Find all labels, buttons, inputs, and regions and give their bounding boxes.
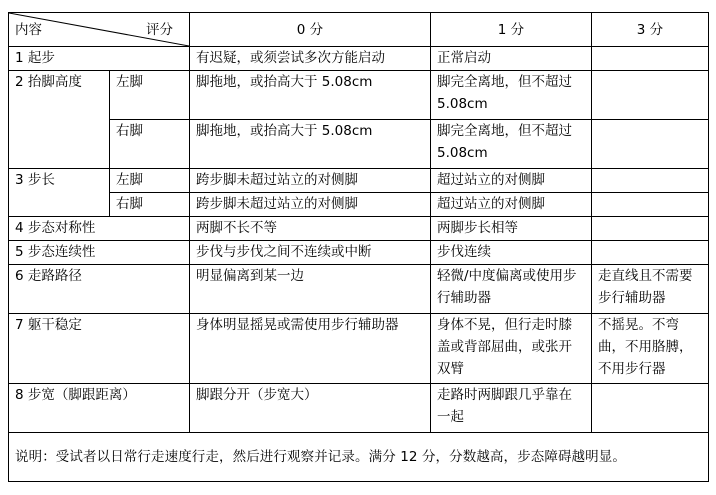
- sub-label-left: 左脚: [110, 169, 190, 193]
- score-0-cell: 有迟疑，或须尝试多次方能启动: [190, 47, 431, 71]
- header-score-1: 1 分: [431, 13, 592, 47]
- item-label: 8 步宽（脚跟距离）: [9, 384, 190, 433]
- item-label: 2 抬脚高度: [9, 71, 110, 169]
- score-0-cell: 身体明显摇晃或需使用步行辅助器: [190, 314, 431, 384]
- header-score-3: 3 分: [592, 13, 709, 47]
- score-1-cell: 脚完全离地，但不超过 5.08cm: [431, 71, 592, 120]
- table-row: [9, 120, 709, 169]
- table-row: [9, 47, 709, 71]
- table-row: [9, 314, 709, 384]
- item-label: 4 步态对称性: [9, 217, 190, 241]
- sub-label-right: 右脚: [110, 120, 190, 169]
- table-row: [9, 265, 709, 314]
- header-row: [9, 13, 709, 47]
- score-0-cell: 脚拖地，或抬高大于 5.08cm: [190, 71, 431, 120]
- score-1-cell: 超过站立的对侧脚: [431, 193, 592, 217]
- header-score-0: 0 分: [190, 13, 431, 47]
- table-row: [9, 193, 709, 217]
- table-row: [9, 241, 709, 265]
- score-3-cell: [592, 169, 709, 193]
- score-3-cell: [592, 384, 709, 433]
- score-1-cell: 超过站立的对侧脚: [431, 169, 592, 193]
- diagonal-header-cell: [9, 13, 190, 47]
- score-1-cell: 步伐连续: [431, 241, 592, 265]
- header-col-label: 评分: [146, 22, 173, 38]
- sub-label-left: 左脚: [110, 71, 190, 120]
- item-label: 3 步长: [9, 169, 110, 217]
- gait-assessment-table: [8, 12, 709, 482]
- score-1-cell: 轻微/中度偏离或使用步行辅助器: [431, 265, 592, 314]
- header-row-label: 内容: [15, 22, 42, 38]
- item-label: 7 躯干稳定: [9, 314, 190, 384]
- score-0-cell: 明显偏离到某一边: [190, 265, 431, 314]
- score-0-cell: 跨步脚未超过站立的对侧脚: [190, 193, 431, 217]
- score-0-cell: 脚跟分开（步宽大）: [190, 384, 431, 433]
- score-1-cell: 脚完全离地，但不超过 5.08cm: [431, 120, 592, 169]
- score-1-cell: 两脚步长相等: [431, 217, 592, 241]
- score-3-cell: [592, 241, 709, 265]
- score-0-cell: 步伐与步伐之间不连续或中断: [190, 241, 431, 265]
- score-3-cell: [592, 47, 709, 71]
- item-label: 6 走路路径: [9, 265, 190, 314]
- note-row: [9, 433, 709, 482]
- sub-label-right: 右脚: [110, 193, 190, 217]
- score-3-cell: [592, 193, 709, 217]
- score-3-cell: [592, 217, 709, 241]
- score-1-cell: 走路时两脚跟几乎靠在一起: [431, 384, 592, 433]
- score-3-cell: 走直线且不需要步行辅助器: [592, 265, 709, 314]
- table-row: [9, 71, 709, 120]
- score-3-cell: [592, 120, 709, 169]
- table-row: [9, 384, 709, 433]
- score-1-cell: 身体不晃，但行走时膝盖或背部屈曲，或张开双臂: [431, 314, 592, 384]
- table-row: [9, 217, 709, 241]
- item-label: 5 步态连续性: [9, 241, 190, 265]
- table-row: [9, 169, 709, 193]
- score-0-cell: 两脚不长不等: [190, 217, 431, 241]
- score-1-cell: 正常启动: [431, 47, 592, 71]
- table-note: 说明：受试者以日常行走速度行走，然后进行观察并记录。满分 12 分，分数越高，步态障碍越明显。: [9, 433, 709, 482]
- item-label: 1 起步: [9, 47, 190, 71]
- score-0-cell: 跨步脚未超过站立的对侧脚: [190, 169, 431, 193]
- score-3-cell: [592, 71, 709, 120]
- score-0-cell: 脚拖地，或抬高大于 5.08cm: [190, 120, 431, 169]
- score-3-cell: 不摇晃。不弯曲，不用胳膊，不用步行器: [592, 314, 709, 384]
